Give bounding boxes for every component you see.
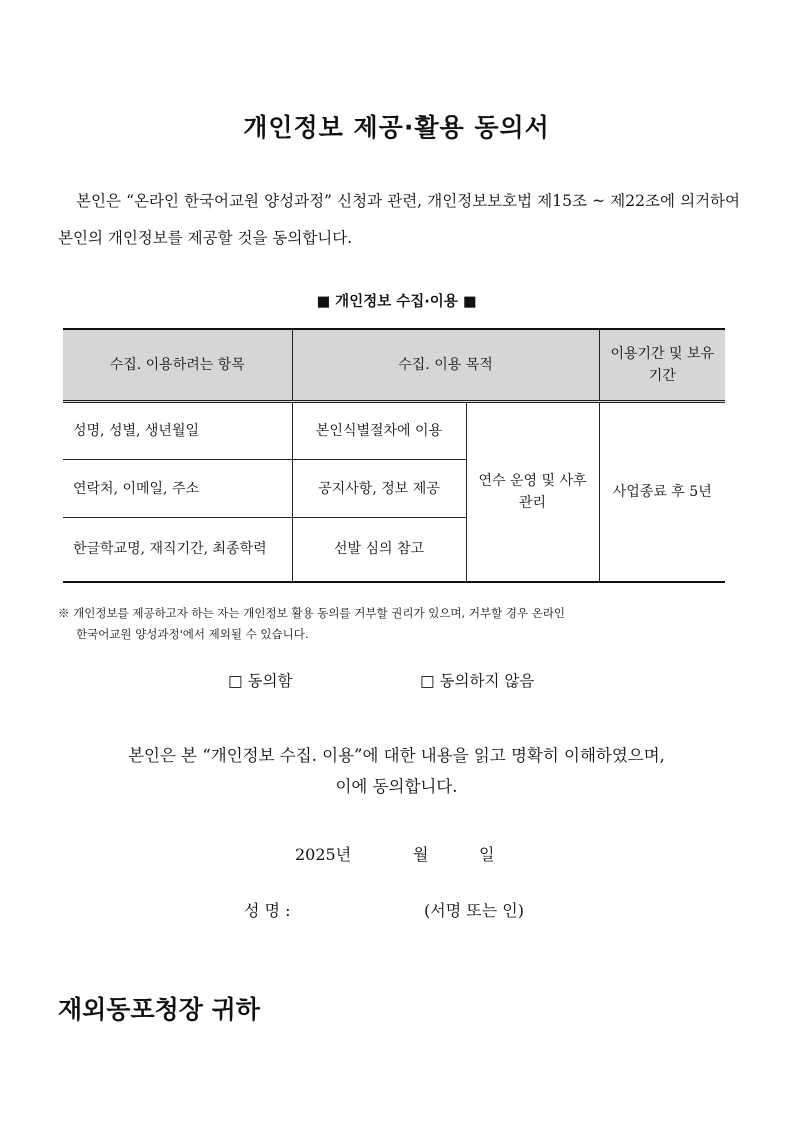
- table-row: [63, 402, 725, 460]
- refusal-notice: [58, 603, 748, 645]
- retention-period: 사업종료 후 5년: [599, 402, 725, 582]
- agree-checkbox[interactable]: □ 동의함: [228, 672, 293, 690]
- confirm-line: 이에 동의합니다.: [335, 777, 458, 796]
- row-purpose: 선발 심의 참고: [292, 518, 466, 582]
- intro-paragraph: 본인은 “온라인 한국어교원 양성과정” 신청과 관련, 개인정보보호법 제15조 ~ 제22조에 의거하여 본인의 개인정보를 제공할 것을 동의합니다.: [58, 192, 740, 247]
- header-items: 수집. 이용하려는 항목: [63, 329, 292, 402]
- date-year: 2025년: [295, 845, 352, 864]
- document-title: 개인정보 제공·활용 동의서: [243, 113, 550, 142]
- date-day: 일: [479, 845, 495, 864]
- section-heading: ■ 개인정보 수집·이용 ■: [316, 294, 477, 310]
- consent-table: [63, 328, 725, 583]
- shared-purpose: 연수 운영 및 사후관리: [466, 402, 599, 582]
- table-header-row: [63, 329, 725, 402]
- row-item: 한글학교명, 재직기간, 최종학력: [63, 518, 292, 582]
- header-purpose: 수집. 이용 목적: [292, 329, 599, 402]
- row-item: 연락처, 이메일, 주소: [63, 460, 292, 518]
- row-item: 성명, 성별, 생년월일: [63, 402, 292, 460]
- addressee: 재외동포청장 귀하: [58, 995, 260, 1024]
- header-period: 이용기간 및 보유기간: [599, 329, 725, 402]
- notice-line: ※ 개인정보를 제공하고자 하는 자는 개인정보 활용 동의를 거부할 권리가 있으며, 거부할 경우 온라인: [58, 606, 566, 620]
- date-month: 월: [413, 845, 429, 864]
- disagree-checkbox[interactable]: □ 동의하지 않음: [420, 672, 535, 690]
- row-purpose: 본인식별절차에 이용: [292, 402, 466, 460]
- confirmation-statement: [40, 740, 753, 802]
- row-purpose: 공지사항, 정보 제공: [292, 460, 466, 518]
- name-label: 성 명 :: [244, 901, 291, 920]
- notice-line: 한국어교원 양성과정'에서 제외될 수 있습니다.: [76, 627, 309, 641]
- signature-note: (서명 또는 인): [424, 901, 524, 920]
- confirm-line: 본인은 본 “개인정보 수집. 이용”에 대한 내용을 읽고 명확히 이해하였으며,: [128, 746, 665, 765]
